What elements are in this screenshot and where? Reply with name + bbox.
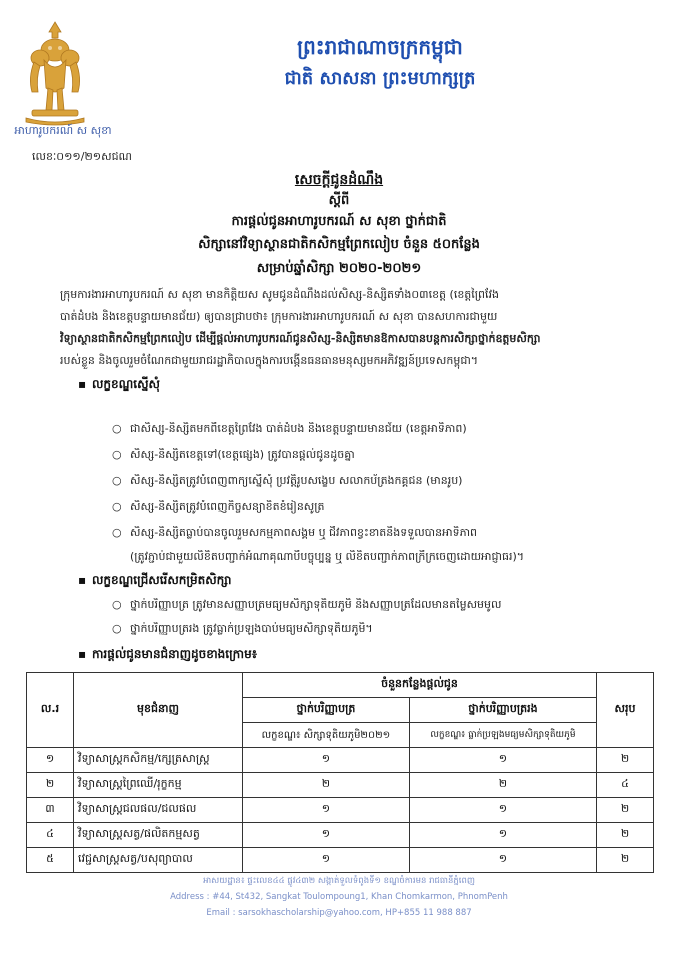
row-total: ២ <box>597 798 654 823</box>
row-associate-seats: ១ <box>409 748 596 773</box>
column-header-bachelor: ថ្នាក់បរិញ្ញាបត្រ <box>243 698 410 723</box>
column-header-total: សរុប <box>597 673 654 748</box>
kingdom-motto-line1: ព្រះរាជាណាចក្រកម្ពុជា <box>297 35 463 59</box>
circle-bullet-icon: ○ <box>112 448 122 461</box>
row-no: ៤ <box>27 823 74 848</box>
logo-caption: អាហារូបករណ៍ ស សុខា <box>14 124 112 137</box>
list-item <box>112 448 652 464</box>
notice-title: សេចក្តីជូនដំណឹង <box>294 172 384 188</box>
row-total: ២ <box>597 823 654 848</box>
circle-bullet-icon: ○ <box>112 526 122 539</box>
section-heading-label: លក្ខខណ្ឌស្នើសុំ <box>92 377 160 391</box>
list-item <box>112 598 652 614</box>
circle-bullet-icon: ○ <box>112 622 122 635</box>
bullet-icon: ▪ <box>78 377 87 391</box>
column-header-seats-group: ចំនួនកន្លែងផ្តល់ជូន <box>243 673 597 698</box>
list-item-text: សិស្ស-និស្សិតត្រូវបំពេញពាក្យស្នើសុំ ប្រវត្តិរូបសង្ខេប សលាកប័ត្រងកគ្គជន (មានរូប) <box>130 474 463 487</box>
section-heading-study-level <box>78 572 231 590</box>
table-row <box>27 748 654 773</box>
row-no: ១ <box>27 748 74 773</box>
row-bachelor-seats: ១ <box>243 798 410 823</box>
row-bachelor-seats: ២ <box>243 773 410 798</box>
intro-line: វិទ្យាស្ថានជាតិកសិកម្មព្រែកលៀប ដើម្បីផ្តល់អាហារូបករណ៍ជូនសិស្ស-និស្សិតមានឱកាសបានបន្តការសិក្សាថ្នាក់ឧត្តមសិក្សា <box>60 332 541 345</box>
column-subheader-associate: លក្ខខណ្ឌ៖ ធ្លាក់ប្រឡងមធ្យមសិក្សាទុតិយភូមិ <box>409 723 596 748</box>
column-header-associate: ថ្នាក់បរិញ្ញាបត្ររង <box>409 698 596 723</box>
intro-paragraph <box>60 284 640 372</box>
list-item-text: សិស្ស-និស្សិតធ្លាប់បានចូលរួមសកម្មភាពសង្គម ឬ ជីវភាពខ្វះខាតនឹងទទួលបានអាទិភាព <box>130 526 478 539</box>
list-item-text: សិស្ស-និស្សិតខេត្តទៅ(ខេត្តផ្សេង) ត្រូវបានផ្តល់ជូនដូចគ្នា <box>130 448 355 461</box>
notice-subject-line2: សិក្សានៅវិទ្យាស្ថានជាតិកសិកម្មព្រែកលៀប ចំនួន ៥០កន្លែង <box>198 237 480 252</box>
table-row <box>27 848 654 873</box>
footer-address-khmer: អាសយដ្ឋាន៖ ផ្ទះលេខ៤៤ ផ្លូវ៤៣២ សង្កាត់ទួលទំពូងទី១ ខណ្ឌចំការមន រាជធានីភ្នំពេញ <box>203 876 475 886</box>
row-major: វិទ្យាសាស្ត្រជលផល/ជលផល <box>74 798 243 823</box>
reference-number: លេខៈ០១១/២១សជណ <box>32 150 132 163</box>
circle-bullet-icon: ○ <box>112 598 122 611</box>
bullet-icon: ▪ <box>78 573 87 587</box>
row-associate-seats: ១ <box>409 823 596 848</box>
row-major: វិទ្យាសាស្ត្រសត្វ/ផលិតកម្មសត្វ <box>74 823 243 848</box>
row-associate-seats: ១ <box>409 848 596 873</box>
intro-line: របស់ខ្លួន និងចូលរួមចំណែកជាមួយរាជរដ្ឋាភិបាលក្នុងការបង្កើនធនធានមនុស្សមកអភិវឌ្ឍន៍ប្រទេសកម្ពុជា។ <box>60 354 479 367</box>
list-item <box>112 500 652 516</box>
column-subheader-bachelor: លក្ខខណ្ឌ៖ សិក្សាទុតិយភូមិ២០២១ <box>243 723 410 748</box>
section-heading-label: ការផ្តល់ជូនមានជំនាញដូចខាងក្រោម៖ <box>92 647 257 661</box>
row-major: វិទ្យាសាស្ត្រកសិកម្ម/ក្សេត្រសាស្ត្រ <box>74 748 243 773</box>
notice-academic-year: សម្រាប់ឆ្នាំសិក្សា ២០២០-២០២១ <box>256 261 422 276</box>
circle-bullet-icon: ○ <box>112 474 122 487</box>
list-item-text: ថ្នាក់បរិញ្ញាបត្ររង ត្រូវធ្លាក់ប្រឡងបាប់មធ្យមសិក្សាទុតិយភូមិ។ <box>130 622 373 635</box>
kingdom-motto-line2: ជាតិ សាសនា ព្រះមហាក្សត្រ <box>284 68 476 89</box>
majors-table <box>26 672 654 873</box>
list-item <box>112 526 652 542</box>
row-associate-seats: ២ <box>409 773 596 798</box>
table-row <box>27 823 654 848</box>
row-total: ២ <box>597 848 654 873</box>
notice-subject-line1: ការផ្តល់ជូនអាហារូបករណ៍ ស សុខា ថ្នាក់ជាតិ <box>231 214 447 229</box>
list-item-text: សិស្ស-និស្សិតត្រូវបំពេញកិច្ចសន្យាខិតខំរៀនសូត្រ <box>130 500 325 513</box>
row-no: ៥ <box>27 848 74 873</box>
list-item <box>112 422 652 438</box>
bullet-icon: ▪ <box>78 647 87 661</box>
intro-line: ក្រុមការងារអាហារូបករណ៍ ស សុខា មានកិត្តិយស សូមជូនដំណឹងដល់សិស្ស-និស្សិតទាំង០៣ខេត្ត (ខេត្តព្រៃវែង <box>60 288 499 301</box>
row-bachelor-seats: ១ <box>243 823 410 848</box>
footer-address-english: Address : #44, St432, Sangkat Toulompoung1, Khan Chomkarmon, PhnomPenh <box>170 892 508 902</box>
row-no: ៣ <box>27 798 74 823</box>
row-bachelor-seats: ១ <box>243 848 410 873</box>
list-item-text: ថ្នាក់បរិញ្ញាបត្រ ត្រូវមានសញ្ញាបត្រមធ្យមសិក្សាទុតិយភូមិ និងសញ្ញាបត្រដែលមានតម្លៃសមមូល <box>130 598 502 611</box>
row-total: ៤ <box>597 773 654 798</box>
notice-subject-label: ស្តីពី <box>328 193 350 208</box>
row-bachelor-seats: ១ <box>243 748 410 773</box>
section-heading-majors-offered <box>78 646 257 664</box>
sar-sokha-crest-logo <box>20 18 90 126</box>
row-major: វេជ្ជសាស្ត្រសត្វ/បសុព្យាបាល <box>74 848 243 873</box>
intro-line: បាត់ដំបង និងខេត្តបន្ទាយមានជ័យ) ឲ្យបានជ្រាបថា៖ ក្រុមការងារអាហារូបករណ៍ ស សុខា បានសហការជាមួយ <box>60 310 498 323</box>
row-total: ២ <box>597 748 654 773</box>
section-heading-label: លក្ខខណ្ឌជ្រើសរើសកម្រិតសិក្សា <box>92 573 232 587</box>
row-no: ២ <box>27 773 74 798</box>
row-associate-seats: ១ <box>409 798 596 823</box>
list-item-continuation <box>112 550 652 566</box>
list-item <box>112 622 652 638</box>
column-header-no: ល.រ <box>27 673 74 748</box>
circle-bullet-icon: ○ <box>112 500 122 513</box>
list-item-text: (ត្រូវភ្ជាប់ជាមួយលិខិតបញ្ជាក់អំណាគុណាបីបច្ចុប្បន្ន ឬ លិខិតបញ្ជាក់ភាពក្រីក្រចេញដោយអាជ្ញាធរ)។ <box>130 550 525 563</box>
circle-bullet-icon: ○ <box>112 422 122 435</box>
row-major: វិទ្យាសាស្ត្រព្រៃឈើ/រុក្ខកម្ម <box>74 773 243 798</box>
column-header-major: មុខជំនាញ <box>74 673 243 748</box>
list-item-text: ជាសិស្ស-និស្សិតមកពីខេត្តព្រៃវែង បាត់ដំបង និងខេត្តបន្ទាយមានជ័យ (ខេត្តអាទិភាព) <box>130 422 467 435</box>
table-row <box>27 798 654 823</box>
table-row <box>27 773 654 798</box>
list-item <box>112 474 652 490</box>
section-heading-requirements <box>78 376 160 394</box>
footer-contact: Email : sarsokhascholarship@yahoo.com, HP+855 11 988 887 <box>206 908 472 918</box>
